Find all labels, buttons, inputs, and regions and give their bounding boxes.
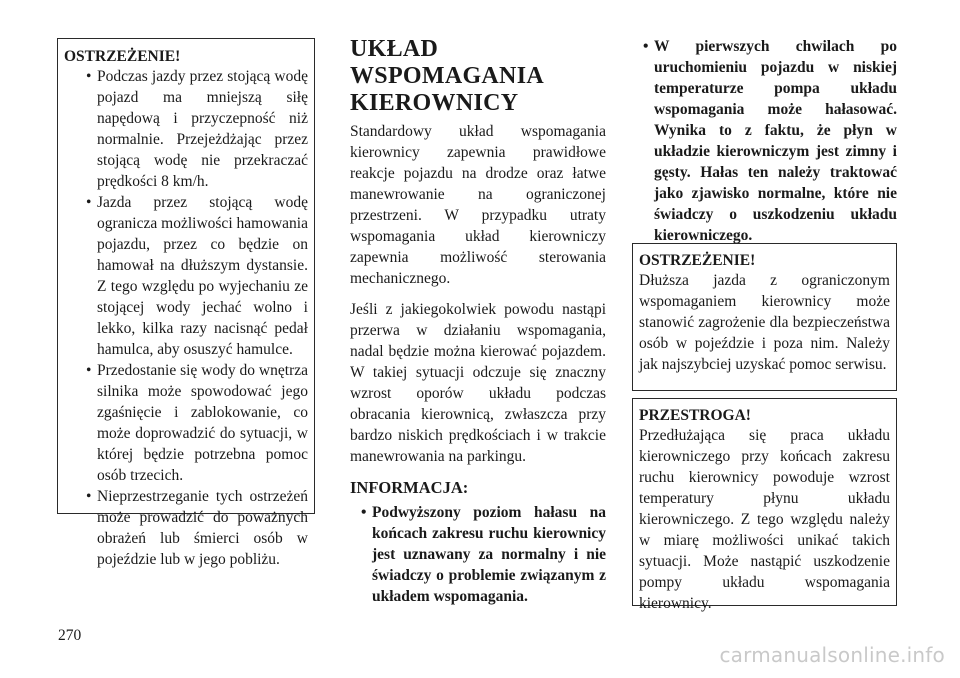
section-heading: UKŁAD WSPOMAGANIA KIEROWNICY (350, 36, 543, 116)
paragraph: Standardowy układ wspomagania kierownicy zapewnia prawidłowe reakcje pojazdu na drodze oraz łatwe manewrowanie na ograniczonej przestrzeni. W przypadku utraty wspomagania układ kierowniczy zapewnia możliwość sterowania mechanicznego. (350, 123, 606, 287)
caution-title: PRZESTROGA! (639, 407, 751, 424)
right-note-list (632, 36, 897, 246)
page-number: 270 (58, 627, 82, 644)
paragraph: Jeśli z jakiegokolwiek powodu nastąpi przerwa w działaniu wspomagania, nadal będzie można kierować pojazdem. W takiej sytuacji odczuje się znaczny wzrost oporów układu podczas obracania kierownicą, zwłaszcza przy bardzo niskich prędkościach i w trakcie manewrowania na parkingu. (350, 301, 606, 465)
right-warning-box (632, 243, 897, 391)
left-warning-box (57, 38, 315, 568)
caution-box (632, 398, 897, 612)
info-list (350, 502, 606, 607)
list-item: • Podwyższony poziom hałasu na końcach zakresu ruchu kierownicy jest uznawany za normalny i nie świadczy o problemie związanym z układem wspomagania. (361, 504, 606, 605)
watermark: carmanualsonline.info (719, 643, 945, 667)
left-warning-list (64, 66, 308, 570)
info-heading: INFORMACJA: (350, 478, 469, 497)
list-item: • Nieprzestrzeganie tych ostrzeżeń może prowadzić do poważnych obrażeń lub śmierci osób w pojeździe lub w jego pobliżu. (86, 488, 308, 568)
right-column (632, 36, 897, 246)
caution-text: Przedłużająca się praca układu kierowniczego przy końcach zakresu ruchu kierownicy powoduje wzrost temperatury płynu układu kierowniczego. Z tego względu należy w miarę możliwości unikać takich sytuacji. Może nastąpić uszkodzenie pompy układu wspomagania kierownicy. (639, 427, 890, 612)
middle-column (350, 36, 606, 607)
right-warning-title: OSTRZEŻENIE! (639, 252, 756, 269)
list-item: • Podczas jazdy przez stojącą wodę pojazd ma mniejszą siłę napędową i przyczepność niż normalnie. Przejeżdżając przez stojącą wodę nie przekraczać prędkości 8 km/h. (86, 68, 308, 190)
list-item: • Jazda przez stojącą wodę ogranicza możliwości hamowania pojazdu, przez co będzie on hamował na dłuższym dystansie. Z tego względu po wyjechaniu ze stojącej wody jechać wolno i lekko, kilka razy nacisnąć pedał hamulca, aby osuszyć hamulce. (86, 194, 308, 358)
left-warning-title: OSTRZEŻENIE! (64, 48, 181, 65)
list-item: • Przedostanie się wody do wnętrza silnika może spowodować jego zgaśnięcie i zablokowanie, co może doprowadzić do sytuacji, w której będzie potrzebna pomoc osób trzecich. (86, 362, 308, 484)
right-warning-text: Dłuższa jazda z ograniczonym wspomaganiem kierownicy może stanowić zagrożenie dla bezpieczeństwa osób w pojeździe i poza nim. Należy jak najszybciej uzyskać pomoc serwisu. (639, 272, 890, 373)
list-item: • W pierwszych chwilach po uruchomieniu pojazdu w niskiej temperaturze pompa układu wspomagania może hałasować. Wynika to z faktu, że płyn w układzie kierowniczym jest zimny i gęsty. Hałas ten należy traktować jako zjawisko normalne, które nie świadczy o uszkodzeniu układu kierowniczego. (643, 38, 897, 244)
